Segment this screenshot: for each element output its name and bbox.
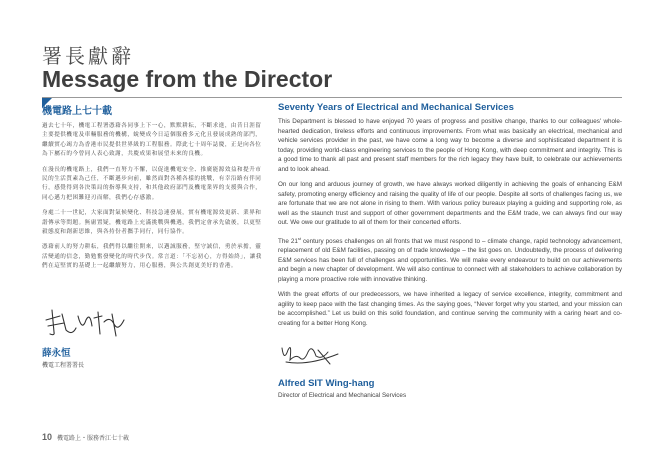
signatory-role: Director of Electrical and Mechanical Services [278, 392, 407, 399]
english-paragraph: This Department is blessed to have enjoyed 70 years of progress and positive change, thanks to our colleagues' whole-hearted dedication, tireless efforts and continuous improvements. From what was basically an electrical, mechanical and vehicle services provider in the past, we have come a long way to become a diverse and sophisticated department it is today, providing world-class engineering services to the people of Hong Kong, with deep commitment and integrity. This is a good time to thank all past and present staff members for the rich legacy they have built, to celebrate our achievements and to look ahead. [278, 118, 622, 173]
page-title: Message from the Director [42, 66, 333, 92]
english-column [278, 102, 622, 334]
signature-image [42, 306, 132, 345]
page-title-chinese: 署長獻辭 [42, 44, 134, 68]
page-footer [42, 432, 129, 442]
english-paragraph: The 21st century poses challenges on all fronts that we must respond to – climate change, rapid technology advancement, replacement of old E&M facilities, passing on of trade knowledge – the list goes on. Undoubtedly, the process of delivering E&M services has been full of challenges and opportunities. We will make every endeavour to build on our achievements and begin a new chapter of development. We will also continue to connect with all stakeholders to achieve collaboration by playing a more proactive role with innovative thinking. [278, 235, 622, 283]
signatory-role-chinese: 機電工程署署長 [42, 362, 85, 369]
english-heading: Seventy Years of Electrical and Mechanical Services [278, 102, 514, 113]
footer-text: 機電路上・服務香江七十載 [57, 435, 130, 442]
chinese-heading: 機電路上七十載 [42, 106, 112, 117]
chinese-paragraph: 憑藉前人的努力耕耘，我們得以繼往開來，以邁誠服務，堅守誠信，勇於承擔，靈活變通的信念，勤勉奮發變化的時代步伐。常言道：「不忘初心，方得始終」，讓我們在這堅實的基礎上一起繼續努力，用心服務，與公共創更美好的香港。 [42, 244, 262, 270]
chinese-paragraph: 在漫長的機電路上，我們一直努力不懈，以促進機電安全、推廣能源效益和提升市民的生活質素為己任，不斷邁步向前，雖然面對各種各樣的挑戰，有幸沿路有伴同行，感覺得到各決策局的指導與支持，和其他政府部門及機電業界的支援與合作，同心邁力把困難迎刃而解，我們心存感激。 [42, 166, 262, 201]
signatory-name-chinese: 薛永恒 [42, 348, 71, 359]
english-paragraph: On our long and arduous journey of growth, we have always worked diligently in achieving the goals of enhancing E&M safety, promoting energy efficiency and raising the quality of life of our people. Despite all sorts of challenges facing us, we are fortunate that we are not alone in rising to them. With various policy bureaux playing a guiding and supporting role, as well as the staunch trust and support of other government departments and the E&M trade, we can always find our way out. We owe our gratitude to all of them for their concerted efforts. [278, 181, 622, 226]
page-number: 10 [42, 432, 53, 442]
english-paragraph: With the great efforts of our predecessors, we have inherited a legacy of service excellence, integrity, commitment and agility to keep pace with the fast changing times. As the saying goes, “Never forget why you started, and your mission can be accomplished.” Let us build on this solid foundation, and continue serving the community with a caring heart and co-creating for a better Hong Kong. [278, 291, 622, 327]
divider [42, 97, 622, 98]
chinese-column [42, 102, 264, 278]
signature-image [278, 340, 348, 375]
signatory-name: Alfred SIT Wing-hang [278, 378, 375, 389]
chinese-paragraph: 過去七十年，機電工程署憑藉各同事上下一心，默默耕耘，不斷求進，由昔日涯留主要提供機電及車輛服務的機構，蛻變成今日這個服務多元化且發展成熟的部門，繼續實心竭力為香港市民提供世界級的工程服務。際此七十周年誌慶，正是向各位為下屬石的今曾同人表心致謝，共慶成果和展望未來的良機。 [42, 123, 262, 158]
chinese-paragraph: 身處二十一世紀，大家面對氣候變化、科技急速發展，實有機電源效更新、業界和諧傳承等問題。無庸置疑，機電路上充滿挑戰與機遇，我們定會承先啟後，以更堅毅態度和創新思維，與各持份者攜手同行，同行協作。 [42, 210, 262, 236]
